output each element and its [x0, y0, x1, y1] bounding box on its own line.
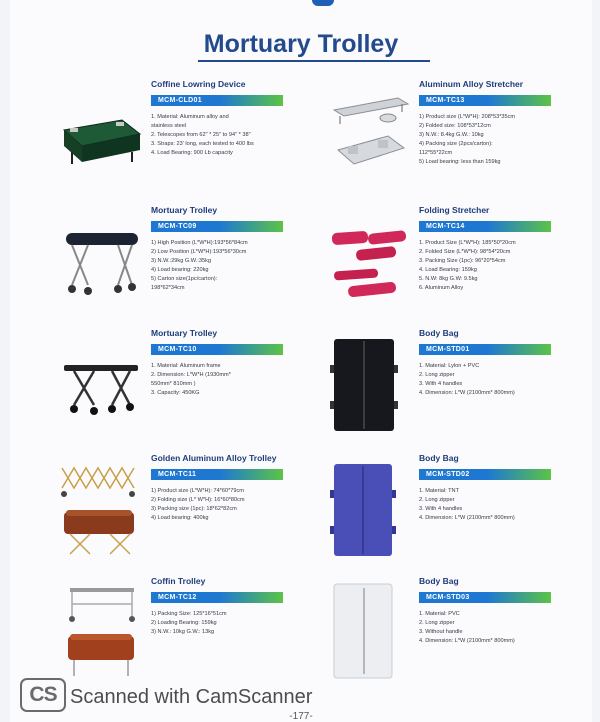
- spec-list: [151, 239, 283, 292]
- spec-line: 2) Folded size: 108*53*12cm: [419, 122, 491, 129]
- spec-list: [151, 113, 283, 158]
- header-logo-fragment: [312, 0, 334, 6]
- product-mortuary-trolley-tc09: [151, 205, 283, 292]
- spec-line: 550mm* 810mm ): [151, 380, 196, 387]
- golden-trolley-image: [56, 460, 142, 564]
- spec-line: 2) Folding size (L* W*H): 16*60*80cm: [151, 496, 245, 503]
- product-code-badge: MCM-TC11: [151, 469, 283, 480]
- spec-line: 4. Load Bearing: 159kg: [419, 266, 477, 273]
- product-code-badge: MCM-STD03: [419, 592, 551, 603]
- spec-line: 2. Long zipper: [419, 371, 455, 378]
- spec-line: 3. With 4 handles: [419, 380, 463, 387]
- spec-line: 3. Packing Size (1pc): 96*20*54cm: [419, 257, 506, 264]
- product-name: Coffine Lowring Device: [151, 79, 246, 89]
- product-code-badge: MCM-TC12: [151, 592, 283, 603]
- product-name: Body Bag: [419, 576, 459, 586]
- spec-line: 198*62*34cm: [151, 284, 185, 291]
- spec-line: 1. Material: Lylon + PVC: [419, 363, 480, 369]
- product-code-badge: MCM-TC14: [419, 221, 551, 232]
- spec-line: 1. Material: Aluminum alloy and: [151, 114, 229, 120]
- spec-line: 1) Packing Size: 125*16*51cm: [151, 611, 227, 617]
- product-code-badge: MCM-TC13: [419, 95, 551, 106]
- product-name: Mortuary Trolley: [151, 328, 218, 338]
- spec-line: 1. Material: TNT: [419, 488, 459, 494]
- spec-line: 2. Telescopes from 62" * 25" to 94" * 38": [151, 131, 251, 138]
- scanner-watermark-text: Scanned with CamScanner: [70, 686, 313, 708]
- product-body-bag-std03: [419, 576, 551, 646]
- black-body-bag-image: [328, 335, 398, 435]
- aluminum-trolley-image: [58, 355, 144, 419]
- spec-line: 4. Dimension: L*W (2100mm* 800mm): [419, 389, 515, 396]
- spec-line: 1) Product size (L*W*H): 74*60*79cm: [151, 488, 244, 494]
- page-title: Mortuary Trolley: [203, 30, 399, 58]
- spec-line: 4. Load Bearing: 900 Lb capacity: [151, 149, 233, 156]
- spec-list: [151, 610, 283, 637]
- spec-line: 1. Product Size (L*W*H): 185*50*20cm: [419, 240, 516, 246]
- spec-line: 4. Dimension: L*W (2100mm* 800mm): [419, 637, 515, 644]
- product-folding-stretcher: [419, 205, 551, 292]
- product-golden-trolley: [151, 453, 283, 523]
- product-code-badge: MCM-STD01: [419, 344, 551, 355]
- product-name: Golden Aluminum Alloy Trolley: [151, 453, 277, 463]
- spec-line: 3. Capacity: 450KG: [151, 389, 200, 396]
- product-code-badge: MCM-TC09: [151, 221, 283, 232]
- product-lowering-device: [151, 79, 283, 158]
- stretcher-image: [328, 92, 412, 174]
- catalog-page: [10, 0, 592, 722]
- product-name: Folding Stretcher: [419, 205, 490, 215]
- spec-line: 112*55*22cm: [419, 149, 453, 156]
- spec-line: 3) Packing size (1pc): 18*62*82cm: [151, 505, 237, 512]
- product-coffin-trolley: [151, 576, 283, 637]
- spec-line: 5) Carton size(1pc/carton):: [151, 275, 218, 282]
- product-name: Mortuary Trolley: [151, 205, 218, 215]
- spec-line: 3) N.W.: 8.4kg G.W.: 10kg: [419, 131, 484, 138]
- folding-stretcher-image: [328, 222, 412, 306]
- product-body-bag-std02: [419, 453, 551, 523]
- spec-line: 2. Dimension: L*W*H (1930mm*: [151, 371, 231, 378]
- spec-line: 3. Straps: 23' long, each tested to 400 lbs: [151, 140, 254, 147]
- spec-line: 6. Aluminum Alloy: [419, 284, 464, 291]
- spec-line: stainless steel: [151, 122, 187, 129]
- product-aluminum-stretcher: [419, 79, 551, 166]
- spec-list: [419, 362, 551, 398]
- spec-list: [419, 487, 551, 523]
- spec-list: [151, 487, 283, 523]
- spec-line: 1. Material: PVC: [419, 611, 460, 617]
- product-mortuary-trolley-tc10: [151, 328, 283, 398]
- spec-line: 2) Low Position (L*W*H):193*56*30cm: [151, 248, 247, 255]
- blue-body-bag-image: [328, 460, 398, 560]
- spec-line: 4. Dimension: L*W (2100mm* 800mm): [419, 514, 515, 521]
- coffin-trolley-image: [60, 582, 144, 682]
- spec-line: 3. With 4 handles: [419, 505, 463, 512]
- spec-line: 2. Long zipper: [419, 496, 455, 503]
- spec-line: 3. Without handle: [419, 628, 463, 635]
- spec-line: 3) N.W.: 10kg G.W.: 13kg: [151, 628, 215, 635]
- spec-line: 2. Folded Size (L*W*H): 98*54*20cm: [419, 248, 511, 255]
- spec-line: 4) Load bearing: 220kg: [151, 266, 209, 273]
- spec-list: [419, 113, 551, 166]
- spec-list: [419, 610, 551, 646]
- camscanner-logo: CS: [20, 678, 66, 712]
- spec-list: [151, 362, 283, 398]
- product-name: Body Bag: [419, 328, 459, 338]
- product-name: Coffin Trolley: [151, 576, 206, 586]
- product-name: Aluminum Alloy Stretcher: [419, 79, 524, 89]
- spec-line: 1) High Position (L*W*H):193*56*84cm: [151, 240, 248, 246]
- spec-line: 1) Product size (L*W*H): 208*53*35cm: [419, 114, 516, 120]
- spec-line: 2. Long zipper: [419, 619, 455, 626]
- spec-line: 4) Load bearing: 400kg: [151, 514, 209, 521]
- spec-line: 2) Loading Bearing: 159kg: [151, 619, 217, 626]
- lowering-device-image: [60, 108, 144, 168]
- product-code-badge: MCM-TC10: [151, 344, 283, 355]
- product-code-badge: MCM-STD02: [419, 469, 551, 480]
- spec-line: 3) N.W.:29kg G.W.:35kg: [151, 257, 211, 264]
- spec-line: 5. N.W: 8kg G.W: 9.5kg: [419, 275, 478, 282]
- product-body-bag-std01: [419, 328, 551, 398]
- product-name: Body Bag: [419, 453, 459, 463]
- spec-line: 4) Packing size (2pcs/carton):: [419, 140, 493, 147]
- mortuary-trolley-image: [58, 225, 144, 303]
- title-underline: [198, 60, 430, 62]
- spec-line: 5) Load bearing: less than 159kg: [419, 158, 501, 165]
- white-body-bag-image: [328, 582, 398, 682]
- product-code-badge: MCM-CLD01: [151, 95, 283, 106]
- spec-line: 1. Material: Aluminum frame: [151, 363, 221, 369]
- page-number: -177-: [289, 711, 313, 722]
- spec-list: [419, 239, 551, 292]
